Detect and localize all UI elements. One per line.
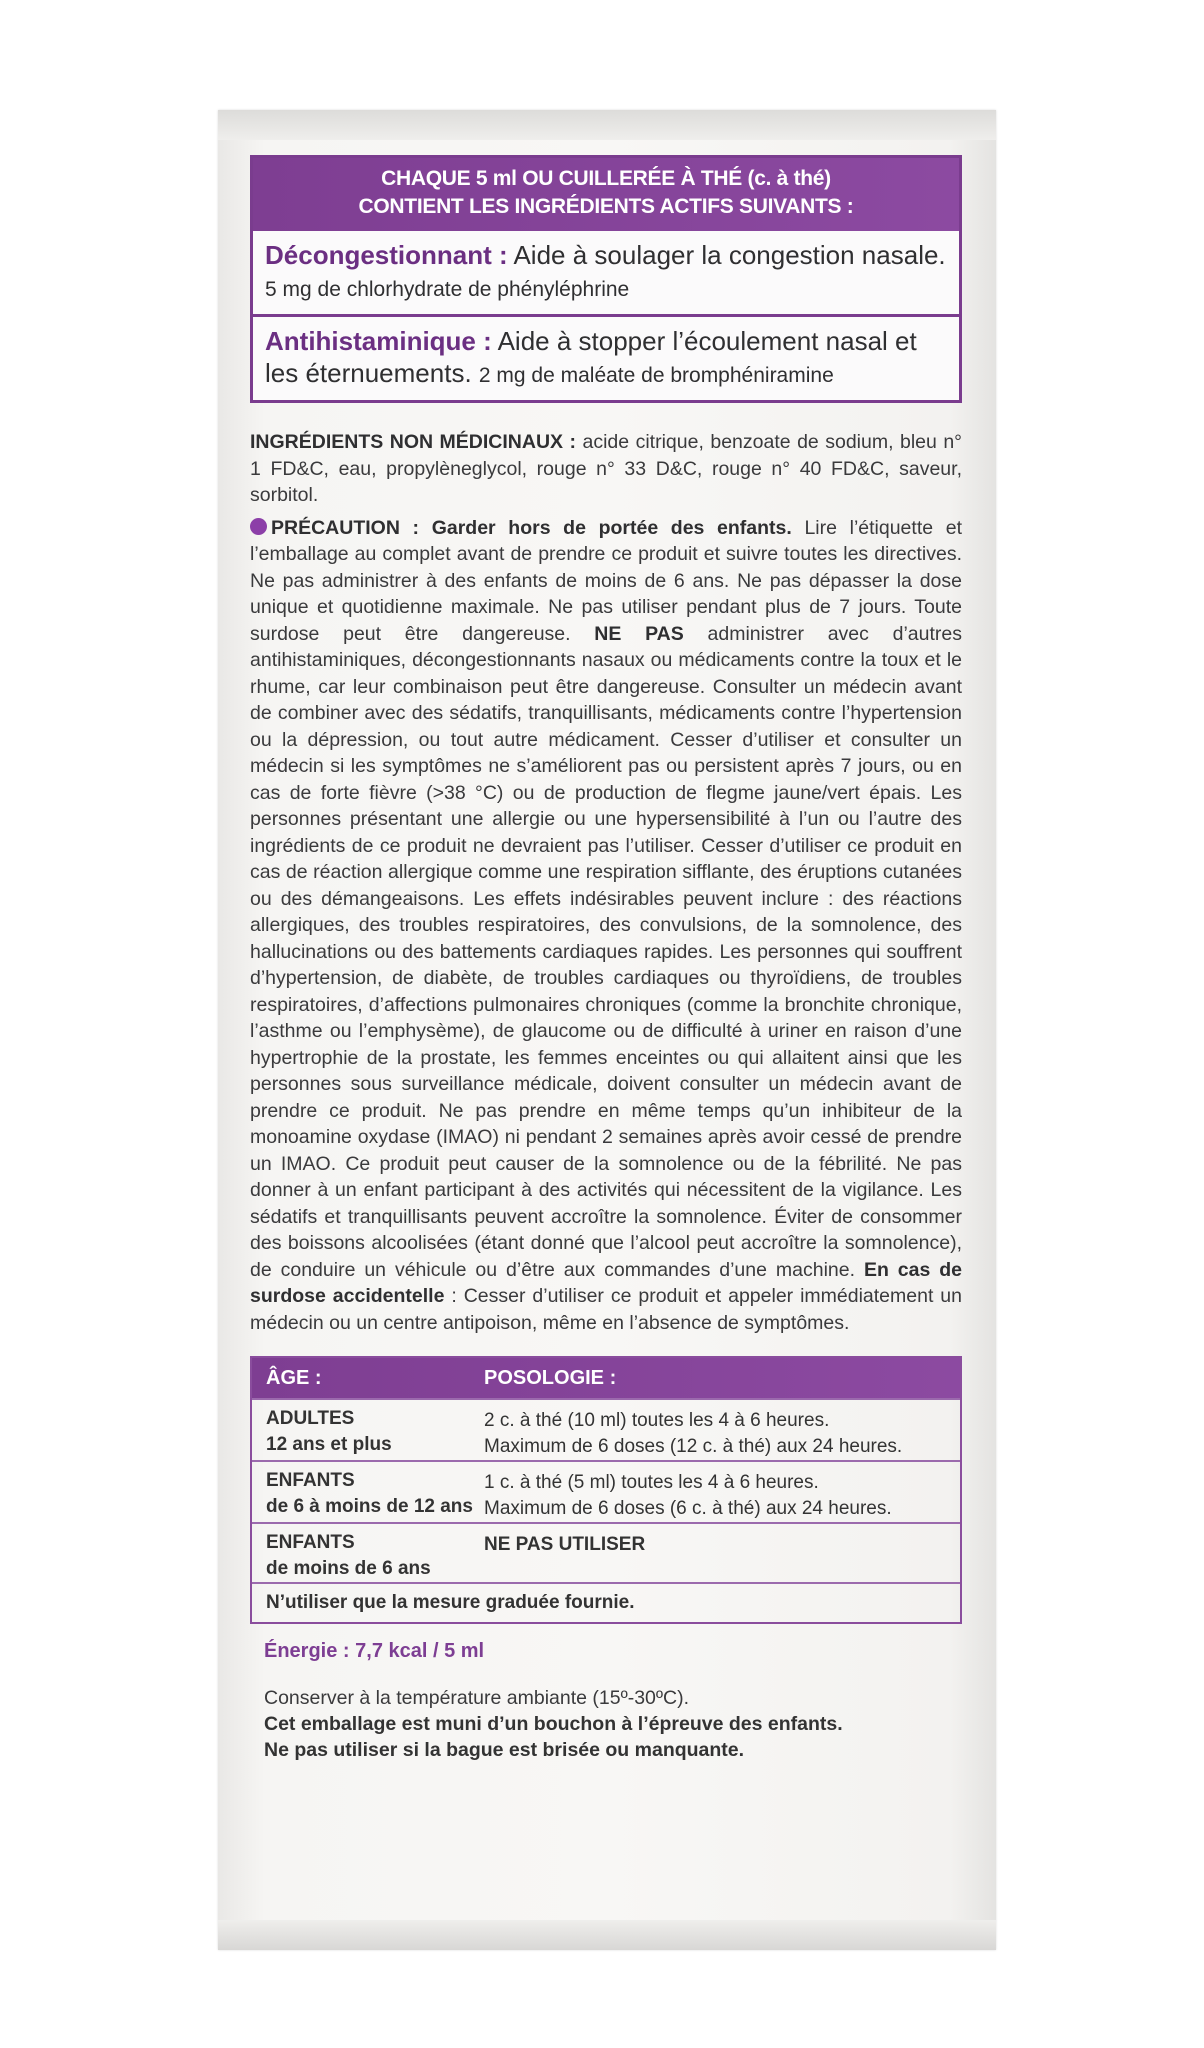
active-ingredients-box <box>250 155 962 403</box>
table-row: ADULTES 12 ans et plus 2 c. à thé (10 ml) toutes les 4 à 6 heures. Maximum de 6 doses (12 c. à thé) aux 24 heures. <box>252 1398 960 1460</box>
childproof-text: Cet emballage est muni d’un bouchon à l’épreuve des enfants. <box>264 1713 843 1735</box>
decongestant-title: Décongestionnant : <box>265 240 508 270</box>
dosage-table-header <box>252 1358 960 1398</box>
non-medicinal-text: acide citrique, benzoate de sodium, bleu n° 1 FD&C, eau, propylèneglycol, rouge n° 33 D&C, rouge n° 40 FD&C, saveur, sorbitol. <box>250 431 962 506</box>
precaution-text-2: administrer avec d’autres antihistaminiques, décongestionnants nasaux ou médicaments contre la toux et le rhume, car leur combinaison peut être dangereuse. Consulter un médecin avant de combiner avec des sédatifs, tranquillisants, médicaments contre l’hypertension ou la dépression, ou tout autre médicament. Cesser d’utiliser et consulter un médecin si les symptômes ne s’améliorent pas ou persistent après 7 jours, ou en cas de forte fièvre (>38 °C) ou de production de flegme jaune/vert épais. Les personnes présentant une allergie ou une hypersensibilité à l’un ou l’autre des ingrédients de ce produit ne devraient pas l’utiliser. Cesser d’utiliser ce produit en cas de réaction allergique comme une respiration sifflante, des éruptions cutanées ou des démangeaisons. Les effets indésirables peuvent inclure : des réactions allergiques, des troubles respiratoires, des convulsions, de la somnolence, des hallucinations ou des battements cardiaques rapides. Les personnes qui souffrent d’hypertension, de diabète, de troubles cardiaques ou thyroïdiens, de troubles respiratoires, d’affections pulmonaires chroniques (comme la bronchite chronique, l’asthme ou l’emphysème), de glaucome ou de difficulté à uriner en raison d’une hypertrophie de la prostate, les femmes enceintes ou qui allaitent ainsi que les personnes sous surveillance médicale, doivent consulter un médecin avant de prendre ce produit. Ne pas prendre en même temps qu’un inhibiteur de la monoamine oxydase (IMAO) ni pendant 2 semaines après avoir cessé de prendre un IMAO. Ce produit peut causer de la somnolence ou de la fébrilité. Ne pas donner à un enfant participant à des activités qui nécessitent de la vigilance. Les sédatifs et tranquillisants peuvent accroître la somnolence. Éviter de consommer des boissons alcoolisées (étant donné que l’alcool peut accroître la somnolence), de conduire un véhicule ou d’être aux commandes d’une machine. <box>250 622 962 1281</box>
precaution-text-1: Lire l’étiquette et l’emballage au complet avant de prendre ce produit et suivre toutes les directives. Ne pas administrer à des enfants de moins de 6 ans. Ne pas dépasser la dose unique et quotidienne maximale. Ne pas utiliser pendant plus de 7 jours. Toute surdose peut être dangereuse. <box>250 516 962 645</box>
package-top-fold <box>218 110 996 140</box>
table-row: ENFANTS de 6 à moins de 12 ans 1 c. à thé (5 ml) toutes les 4 à 6 heures. Maximum de 6 doses (6 c. à thé) aux 24 heures. <box>252 1460 960 1522</box>
decongestant-dose: 5 mg de chlorhydrate de phényléphrine <box>265 278 630 301</box>
precaution-section <box>250 515 962 1337</box>
antihistamine-row <box>253 314 959 400</box>
overdose-title: En cas de surdose accidentelle <box>250 1258 962 1307</box>
dosage-table <box>250 1356 962 1624</box>
decongestant-text: Aide à soulager la congestion nasale. <box>507 240 946 270</box>
dose-column-header: POSOLOGIE : <box>484 1366 617 1389</box>
package-bottom-fold <box>218 1920 996 1950</box>
age-column-header: ÂGE : <box>266 1366 322 1389</box>
precaution-bullet-icon <box>250 518 267 535</box>
antihistamine-dose: 2 mg de maléate de bromphéniramine <box>478 364 834 387</box>
precaution-text-3: : Cesser d’utiliser ce produit et appeler immédiatement un médecin ou un centre antipoison, même en l’absence de symptômes. <box>250 1285 962 1334</box>
precaution-title: PRÉCAUTION : Garder hors de portée des enfants. <box>271 516 792 539</box>
active-ingredients-header: CHAQUE 5 ml OU CUILLERÉE À THÉ (c. à thé) CONTIENT LES INGRÉDIENTS ACTIFS SUIVANTS : <box>253 158 959 231</box>
antihistamine-title: Antihistaminique : <box>265 326 492 356</box>
seal-warning: Ne pas utiliser si la bague est brisée ou manquante. <box>264 1739 745 1761</box>
non-medicinal-title: INGRÉDIENTS NON MÉDICINAUX : <box>250 431 577 453</box>
decongestant-row <box>253 231 959 314</box>
label-content <box>250 155 962 1763</box>
precaution-ne-pas: NE PAS <box>594 622 684 645</box>
measure-note: N’utiliser que la mesure graduée fournie. <box>252 1582 960 1622</box>
table-row: ENFANTS de moins de 6 ans NE PAS UTILISER <box>252 1522 960 1582</box>
storage-text: Conserver à la température ambiante (15º-30ºC). <box>264 1687 690 1709</box>
non-medicinal-ingredients <box>250 429 962 509</box>
storage-info <box>250 1685 962 1763</box>
energy-info: Énergie : 7,7 kcal / 5 ml <box>264 1640 485 1662</box>
antihistamine-text: Aide à stopper l’écoulement nasal et les éternuements. <box>265 326 917 388</box>
